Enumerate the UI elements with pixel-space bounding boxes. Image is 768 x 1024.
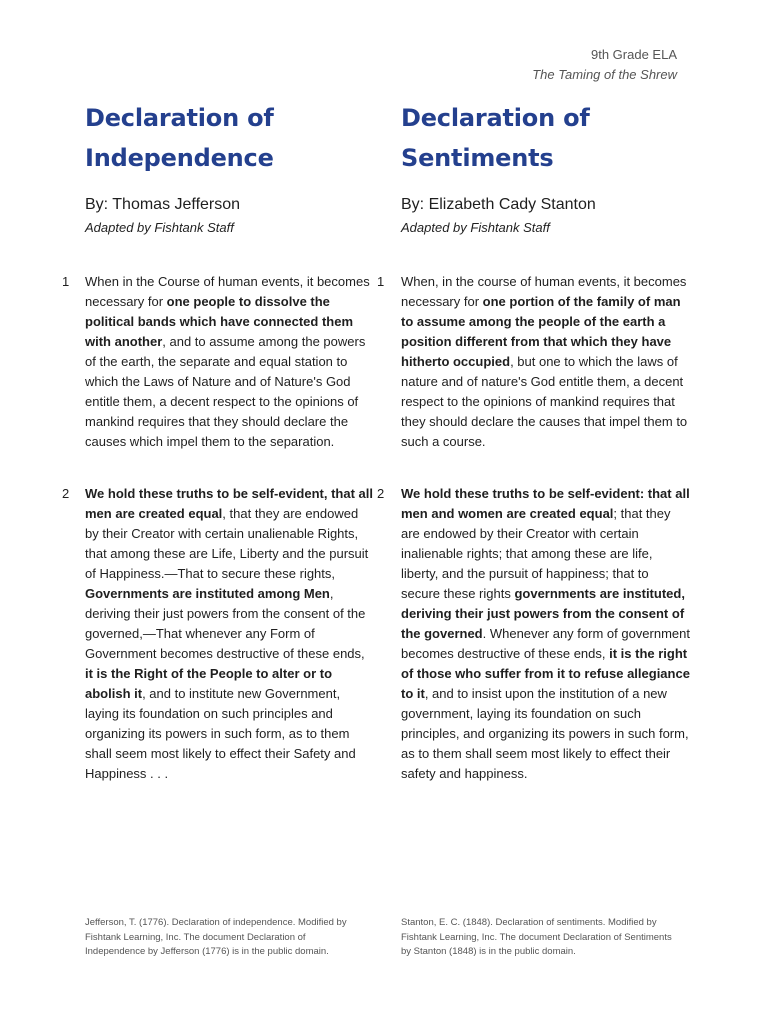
right-column-heading [401,98,691,237]
text-segment: When in the Course of human events, it becomes necessary for [85,274,370,309]
unit-label: The Taming of the Shrew [532,67,677,82]
right-title [401,98,691,178]
text-segment: When, in the course of human events, it becomes necessary for [401,274,687,309]
left-title-line1: Declaration of [85,104,274,132]
left-title [85,98,375,178]
left-column-heading [85,98,375,237]
left-paragraph-2-number: 2 [62,486,70,501]
text-segment: . Whenever any form of government becomes destructive of these ends, [401,626,690,661]
bold-text-segment: We hold these truths to be self-evident: that all men and women are created equal [401,486,690,521]
right-paragraph-2 [401,484,691,784]
text-segment: , and to institute new Government, laying its foundation on such principles and organizing its powers in such form, as to them shall seem most likely to effect their Safety and Happiness . . . [85,686,356,781]
bold-text-segment: We hold these truths to be self-evident, that all men are created equal [85,486,373,521]
left-paragraph-1 [85,272,375,452]
right-author: By: Elizabeth Cady Stanton [401,196,596,213]
right-paragraph-2-number: 2 [377,486,385,501]
text-segment: , that they are endowed by their Creator with certain unalienable Rights, that among these are Life, Liberty and the pursuit of Happiness.—That to secure these rights, [85,506,369,581]
bold-text-segment: it is the Right of the People to alter or to abolish it [85,666,333,701]
text-segment: , but one to which the laws of nature and of nature's God entitle them, a decent respect to the opinions of mankind requires that they should declare the causes that impel them to such a course. [401,354,688,449]
course-label: 9th Grade ELA [591,47,677,62]
left-author: By: Thomas Jefferson [85,196,241,213]
page-header [532,45,677,85]
left-citation: Jefferson, T. (1776). Declaration of independence. Modified by Fishtank Learning, Inc. The document Declaration of Independence by Jefferson (1776) is in the public domain. [85,917,347,957]
text-segment: , deriving their just powers from the consent of the governed,—That whenever any Form of Government becomes destructive of these ends, [85,586,366,661]
text-segment: ; that they are endowed by their Creator with certain inalienable rights; that among these are life, liberty, and the pursuit of happiness; that to secure these rights [401,506,671,601]
text-segment: , and to insist upon the institution of a new government, laying its foundation on such principles, and organizing its powers in such form, as to them shall seem most likely to effect their safety and happiness. [401,686,689,781]
right-title-line2: Sentiments [401,144,554,172]
bold-text-segment: one portion of the family of man to assume among the people of the earth a position different from that which they have hitherto occupied [401,294,681,369]
right-paragraph-1 [401,272,691,452]
bold-text-segment: one people to dissolve the political bands which have connected them with another [85,294,353,349]
left-paragraph-1-number: 1 [62,274,70,289]
bold-text-segment: Governments are instituted among Men [85,586,330,601]
right-citation: Stanton, E. C. (1848). Declaration of sentiments. Modified by Fishtank Learning, Inc. The document Declaration of Sentiments by Stanton (1848) is in the public domain. [401,917,672,957]
text-segment: , and to assume among the powers of the earth, the separate and equal station to which the Laws of Nature and of Nature's God entitle them, a decent respect to the opinions of mankind requires that they should declare the causes which impel them to the separation. [85,334,366,449]
right-adapted-note: Adapted by Fishtank Staff [401,220,550,235]
right-paragraph-1-number: 1 [377,274,385,289]
bold-text-segment: governments are instituted, deriving their just powers from the consent of the governed [401,586,685,641]
left-title-line2: Independence [85,144,274,172]
left-adapted-note: Adapted by Fishtank Staff [85,220,234,235]
bold-text-segment: it is the right of those who suffer from it to refuse allegiance to it [401,646,690,701]
right-title-line1: Declaration of [401,104,590,132]
left-paragraph-2 [85,484,375,784]
